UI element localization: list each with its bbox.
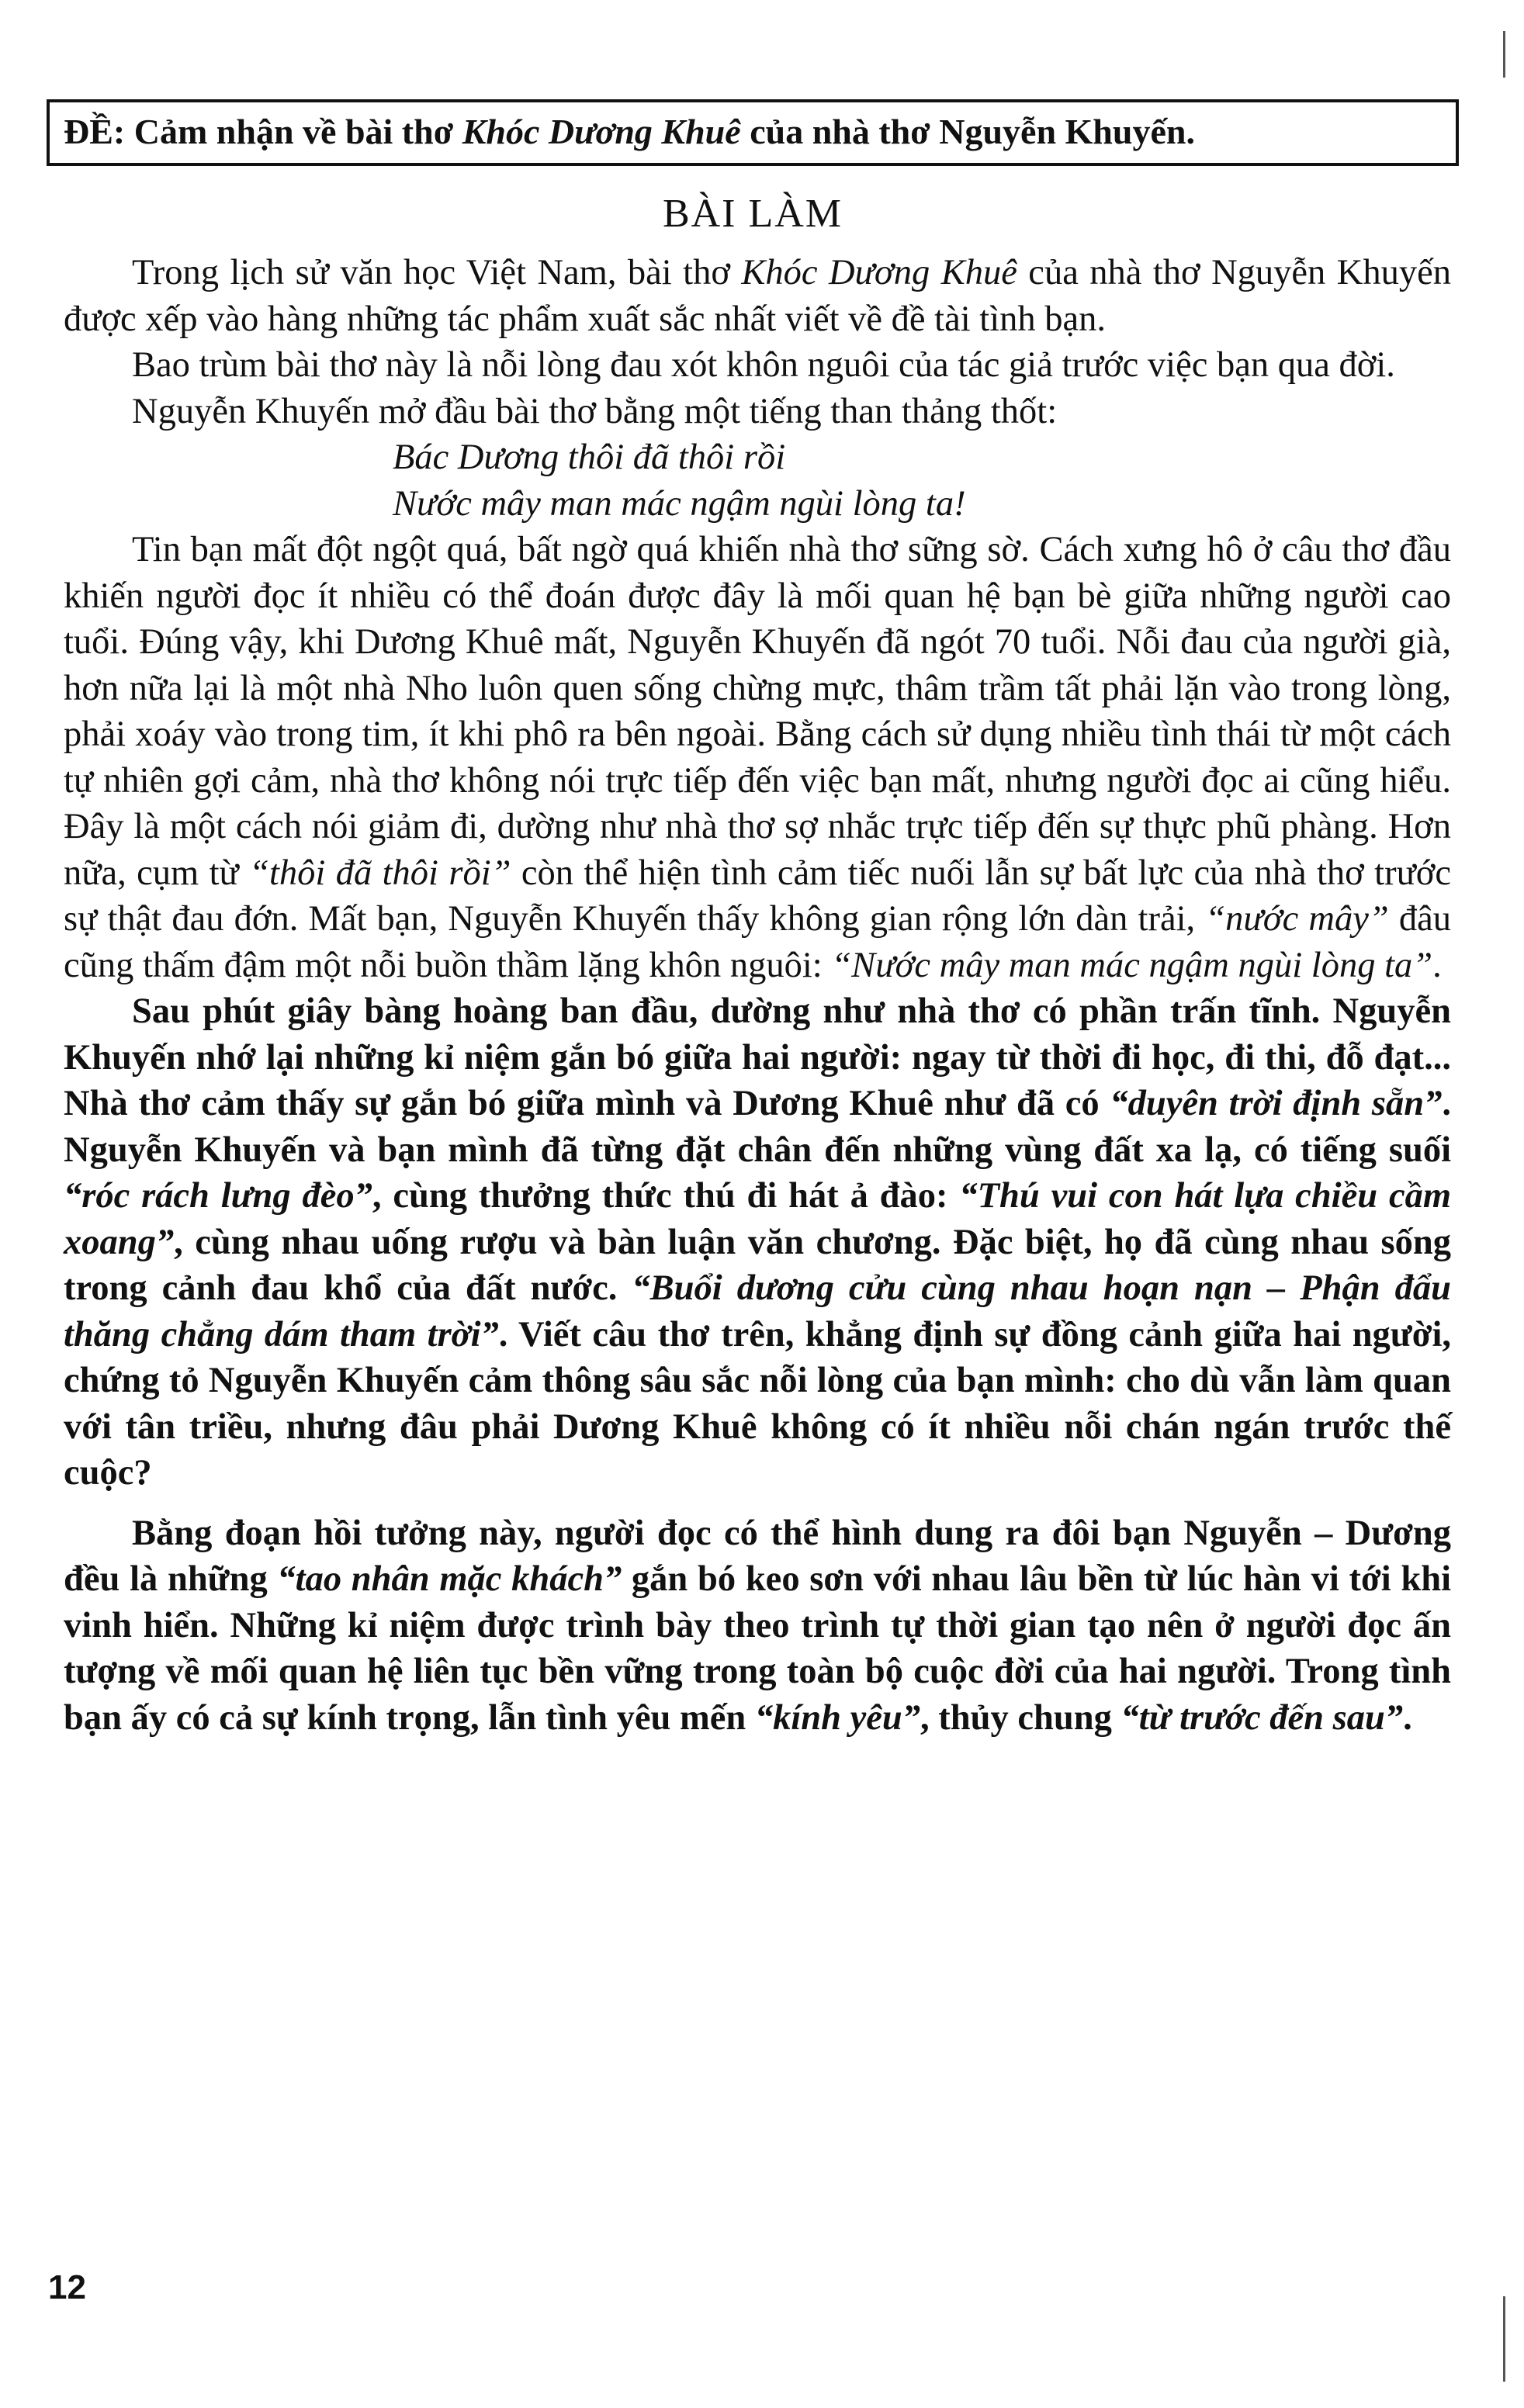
p1-text-end: của nhà thơ Nguyễn Khuyến được xếp vào hàng những tác phẩm xuất sắc nhất viết về đề tài tình bạn. [64, 253, 1451, 339]
p4-text-a: Tin bạn mất đột ngột quá, bất ngờ quá khiến nhà thơ sững sờ. Cách xưng hô ở câu thơ đầu khiến người đọc ít nhiều có thể đoán được đây là mối quan hệ bạn bè giữa những người cao tuổi. Đúng vậy, khi Dương Khuê mất, Nguyễn Khuyến đã ngót 70 tuổi. Nỗi đau của người già, hơn nữa lại là một nhà Nho luôn quen sống chừng mực, thâm trầm tất phải lặn vào trong lòng, phải xoáy vào trong tim, ít khi phô ra bên ngoài. Bằng cách sử dụng nhiều tình thái từ một cách tự nhiên gợi cảm, nhà thơ không nói trực tiếp đến việc bạn mất, nhưng người đọc ai cũng hiểu. Đây là một cách nói giảm đi, dường như nhà thơ sợ nhắc trực tiếp đến sự thực phũ phàng. Hơn nữa, cụm từ [64, 530, 1451, 893]
page-content [47, 99, 1459, 1741]
p6-text-c: gắn bó keo sơn với nhau lâu bền từ lúc hàn vi tới khi vinh hiển. Những kỉ niệm được trình bày theo trình tự thời gian tạo nên ở người đọc ấn tượng về mối quan hệ liên tục bền vững trong toàn bộ cuộc đời của hai người. Trong tình bạn ấy có cả sự kính trọng, lẫn tình yêu mến [64, 1559, 1451, 1738]
p5-text-e: , cùng thưởng thức thú đi hát ả đào: [372, 1176, 960, 1216]
prompt-label: ĐỀ: [64, 112, 126, 151]
p6-text-g: . [1403, 1697, 1412, 1738]
paragraph-5 [64, 988, 1451, 1496]
prompt-poem-title: Khóc Dương Khuê [462, 112, 741, 151]
paragraph-1 [64, 250, 1451, 342]
p6-text-e: , thủy chung [920, 1697, 1121, 1738]
page-number: 12 [48, 2268, 86, 2306]
p5-text-i: . Viết câu thơ trên, khẳng định sự đồng cảnh giữa hai người, chứng tỏ Nguyễn Khuyến cảm thông sâu sắc nỗi lòng của bạn mình: cho dù vẫn làm quan với tân triều, nhưng đâu phải Dương Khuê không có ít nhiều nỗi chán ngán trước thế cuộc? [64, 1314, 1451, 1493]
p6-text-a: Bằng đoạn hồi tưởng này, người đọc có thể hình dung ra đôi bạn Nguyễn – Dương đều là những [64, 1513, 1451, 1599]
p6-quote-1: “tao nhân mặc khách” [277, 1559, 622, 1599]
paragraph-2: Bao trùm bài thơ này là nỗi lòng đau xót khôn nguôi của tác giả trước việc bạn qua đời. [132, 345, 1395, 385]
p4-quote-2: “nước mây” [1205, 899, 1389, 939]
p5-text-a: Sau phút giây bàng hoàng ban đầu, dường như nhà thơ có phần trấn tĩnh. Nguyễn Khuyến nhớ lại những kỉ niệm gắn bó giữa hai người: ngay từ thời đi học, đi thi, đỗ đạt... Nhà thơ cảm thấy sự gắn bó giữa mình và Dương Khuê như đã có [64, 991, 1451, 1123]
p4-text-c: còn thể hiện tình cảm tiếc nuối lẫn sự bất lực của nhà thơ trước sự thật đau đớn. Mất bạn, Nguyễn Khuyến thấy không gian rộng lớn dàn trải, [64, 853, 1452, 939]
verse-line-2: Nước mây man mác ngậm ngùi lòng ta! [393, 483, 966, 524]
essay-prompt-box [47, 99, 1459, 166]
p6-quote-2: “kính yêu” [754, 1697, 921, 1738]
essay-body [47, 250, 1459, 1741]
verse-line-1: Bác Dương thôi đã thôi rồi [393, 438, 786, 477]
paragraph-3: Nguyễn Khuyến mở đầu bài thơ bằng một tiếng than thảng thốt: [132, 391, 1058, 431]
p5-quote-2: “róc rách lưng đèo” [64, 1176, 372, 1216]
essay-heading: BÀI LÀM [662, 192, 843, 236]
paragraph-6 [64, 1510, 1451, 1742]
p5-text-g: , cùng nhau uống rượu và bàn luận văn chương. Đặc biệt, họ đã cùng nhau sống trong cảnh đau khổ của đất nước. [64, 1222, 1451, 1308]
scan-edge-mark-bottom [1503, 2296, 1505, 2382]
prompt-text-before: Cảm nhận về bài thơ [125, 112, 462, 151]
p5-quote-1: “duyên trời định sẵn” [1110, 1084, 1443, 1123]
p5-quote-3: “Thú vui con hát lựa chiều cầm xoang” [64, 1176, 1451, 1262]
p1-poem-title: Khóc Dương Khuê [741, 253, 1017, 292]
p1-text: Trong lịch sử văn học Việt Nam, bài thơ [132, 253, 742, 292]
p5-quote-4: “Buổi dương cửu cùng nhau hoạn nạn – Phận đẩu thăng chẳng dám tham trời” [64, 1268, 1451, 1354]
p4-quote-3: “Nước mây man mác ngậm ngùi lòng ta” [831, 945, 1433, 985]
p5-text-c: . Nguyễn Khuyến và bạn mình đã từng đặt chân đến những vùng đất xa lạ, có tiếng suối [64, 1084, 1451, 1170]
scan-edge-mark-top [1503, 31, 1505, 78]
p4-quote-1: “thôi đã thôi rồi” [249, 853, 511, 893]
prompt-text-after: của nhà thơ Nguyễn Khuyến. [740, 112, 1195, 151]
p4-text-g: . [1432, 945, 1442, 985]
p4-text-e: đâu cũng thấm đậm một nỗi buồn thầm lặng khôn nguôi: [64, 899, 1452, 985]
paragraph-4 [64, 527, 1451, 988]
p6-quote-3: “từ trước đến sau” [1120, 1697, 1404, 1738]
